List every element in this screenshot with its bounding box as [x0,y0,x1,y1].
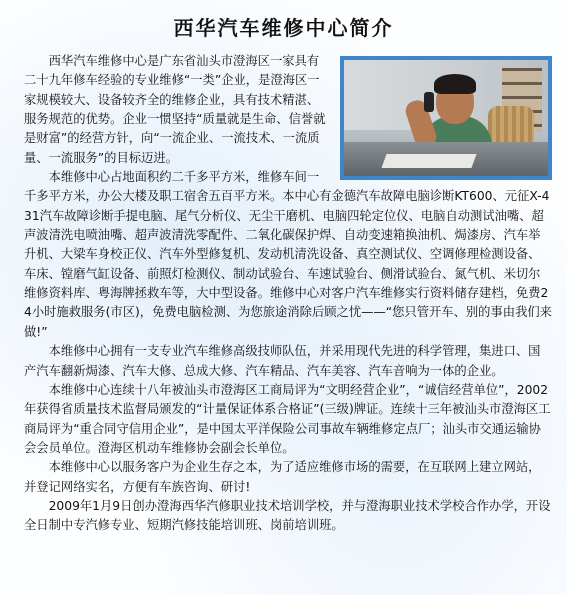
paragraph-facilities: 本维修中心占地面积约二千多平方米，维修车间一千多平方米，办公大楼及职工宿舍五百平方米。本中心有金德汽车故障电脑诊断KT600、元征X-431汽车故障诊断手提电脑、尾气分析仪、无尘干磨机、电脑四轮定位仪、电脑自动测试油嘴、超声波清洗电喷油嘴、超声波清洗零配件、二氧化碳保护焊、自动变速箱换油机、焗漆房、汽车举升机、大梁车身校正仪、汽车外型修复机、发动机清洗设备、真空测试仪、空调修理检测设备、车床、镗磨气缸设备、前照灯检测仪、制动试验台、车速试验台、侧滑试验台、氮气机、米切尔维修资料库、粤海牌拯救车等，大中型设备。维修中心对客户汽车维修实行资料储存建档，免费24小时施救服务(市区)，免费电脑检测、为您旅途消除后顾之忧——“您只管开车、别的事由我们来做!” [24,170,552,339]
paragraph-intro: 西华汽车维修中心是广东省汕头市澄海区一家具有二十九年修车经验的专业维修“一类”企业，是澄海区一家规模较大、设备较齐全的维修企业，具有技术精湛、服务规范的优势。企业一惯坚持“质量就是生命、信誉就是财富”的经营方针，向“一流企业、一流技术、一流质量、一流服务”的目标迈进。 [24,54,326,165]
photo-papers [381,154,476,168]
portrait-photo [340,56,552,180]
paragraph-school: 2009年1月9日创办澄海西华汽修职业技术培训学校，并与澄海职业技术学校合作办学，开设全日制中专汽修专业、短期汽修技能培训班、岗前培训班。 [24,498,551,533]
article-body [24,52,552,536]
page-title: 西华汽车维修中心简介 [173,16,394,40]
paragraph-team: 本维修中心拥有一支专业汽车维修高级技师队伍，并采用现代先进的科学管理，集进口、国产汽车翻新焗漆、汽车大修、总成大修、汽车精品、汽车美容、汽车音响为一体的企业。 [24,344,541,378]
paragraph-service: 本维修中心以服务客户为企业生存之本，为了适应维修市场的需要，在互联网上建立网站，并登记网络实名，方便有车族咨询、研讨! [24,460,541,494]
paragraph-honors: 本维修中心连续十八年被汕头市澄海区工商局评为“文明经营企业”，“诚信经营单位”，2002年获得省质量技术监督局颁发的“计量保证体系合格证”(三级)牌证。连续十三年被汕头市澄海区工商局评为“重合同守信用企业”，是中国太平洋保险公司事故车辆维修定点厂；汕头市交通运输协会会员单位。澄海区机动车维修协会副会长单位。 [24,382,551,455]
photo-person-hair [434,74,476,94]
phone-icon [424,92,434,112]
